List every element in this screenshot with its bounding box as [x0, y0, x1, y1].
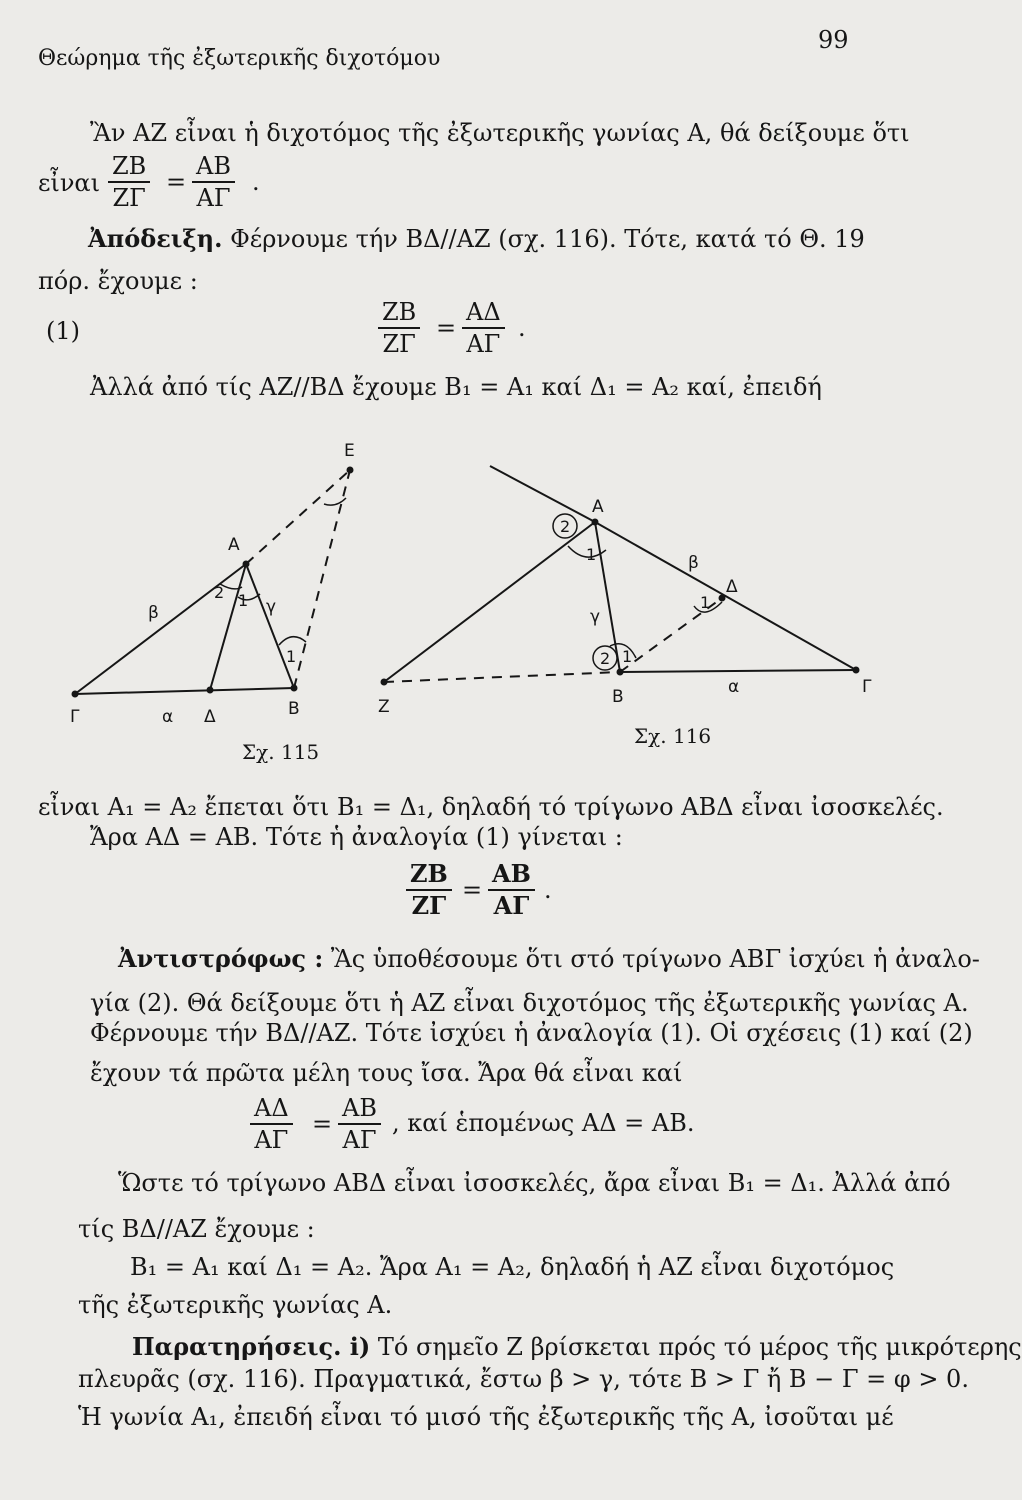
label-Delta: Δ [204, 707, 216, 727]
text-line: ἔχουν τά πρῶτα μέλη τους ἴσα. Ἄρα θά εἶναι καί [90, 1059, 683, 1087]
fraction-bar [338, 1123, 381, 1125]
fraction-numerator: ΖΒ [112, 152, 147, 180]
equals-sign: = [166, 168, 187, 196]
label-B: B [288, 699, 300, 719]
proof-label: Ἀπόδειξη. [88, 224, 223, 253]
text-line: Φέρνουμε τήν ΒΔ//ΑΖ. Τότε ἰσχύει ἡ ἀναλογία (1). Οἱ σχέσεις (1) καί (2) [90, 1019, 973, 1047]
fraction-ad-ag [462, 298, 505, 358]
period: . [518, 314, 526, 342]
fraction-bar [378, 327, 420, 329]
angle-label-2: 2 [560, 517, 571, 536]
text-line: Ὥστε τό τρίγωνο ΑΒΔ εἶναι ἰσοσκελές, ἄρα εἶναι Β₁ = Δ₁. Ἀλλά ἀπό [118, 1169, 951, 1197]
figure-115 [50, 432, 390, 732]
angle-label-1b: 1 [286, 647, 297, 666]
fraction-denominator: ΑΓ [342, 1126, 377, 1154]
converse-label: Ἀντιστρόφως : [118, 944, 324, 973]
fraction-numerator: ΑΔ [466, 298, 501, 326]
label-A: A [228, 535, 240, 555]
figure-115-caption: Σχ. 115 [242, 740, 320, 764]
fraction-bar [250, 1123, 293, 1125]
remarks-text: Τό σημεῖο Ζ βρίσκεται πρός τό μέρος τῆς μικρότερης [377, 1333, 1022, 1361]
period: . [252, 168, 260, 196]
angle-label-1b: 1 [622, 647, 633, 666]
text-line: πόρ. ἔχουμε : [38, 267, 198, 295]
angle-label-2: 2 [214, 583, 225, 602]
text-line: , καί ἑπομένως ΑΔ = ΑΒ. [392, 1109, 695, 1137]
label-alpha: α [162, 707, 174, 727]
text-line: εἶναι [38, 169, 101, 197]
angle-label-1: 1 [238, 591, 249, 610]
fraction-ab-ag [338, 1094, 381, 1154]
figure-116 [370, 450, 900, 740]
fraction-ad-ag [250, 1094, 293, 1154]
label-A: A [592, 497, 604, 517]
converse-text: Ἂς ὑποθέσουμε ὅτι στό τρίγωνο ΑΒΓ ἰσχύει ἡ ἀναλο- [330, 945, 980, 973]
period: . [544, 876, 552, 904]
fraction-denominator: ΖΓ [382, 330, 416, 358]
text-line: Ἡ γωνία Α₁, ἐπειδή εἶναι τό μισό τῆς ἐξωτερικῆς τῆς Α, ἰσοῦται μέ [78, 1403, 894, 1431]
text-line: γία (2). Θά δείξουμε ὅτι ἡ ΑΖ εἶναι διχοτόμος τῆς ἐξωτερικῆς γωνίας Α. [90, 989, 969, 1017]
label-Z: Z [378, 697, 390, 717]
fraction-denominator: ΖΓ [411, 891, 447, 920]
fraction-denominator: ΑΓ [493, 891, 530, 920]
fraction-numerator: ΖΒ [382, 298, 417, 326]
converse-line [118, 944, 980, 974]
angle-label-1d: 1 [700, 593, 711, 612]
proof-text: Φέρνουμε τήν ΒΔ//ΑΖ (σχ. 116). Τότε, κατά τό Θ. 19 [230, 225, 865, 253]
label-alpha: α [728, 677, 740, 697]
label-Gamma: Γ [70, 707, 80, 727]
text-line: τῆς ἐξωτερικῆς γωνίας Α. [78, 1291, 393, 1319]
remarks-line [132, 1332, 1022, 1362]
page-number: 99 [818, 26, 849, 54]
label-Delta: Δ [726, 577, 738, 597]
angle-label-1: 1 [586, 545, 597, 564]
theorem-statement: Ἂν ΑΖ εἶναι ἡ διχοτόμος τῆς ἐξωτερικῆς γωνίας Α, θά δείξουμε ὅτι [90, 119, 910, 147]
fraction-ab-ag [488, 860, 535, 920]
equals-sign: = [312, 1110, 333, 1138]
text-line: Ἀλλά ἀπό τίς ΑΖ//ΒΔ ἔχουμε Β₁ = Α₁ καί Δ₁ = Α₂ καί, ἐπειδή [90, 373, 822, 401]
angle-label-2b: 2 [600, 649, 611, 668]
label-beta: β [148, 603, 159, 623]
fraction-bar [462, 327, 505, 329]
fraction-zb-zg [108, 152, 150, 212]
text-line: εἶναι Α₁ = Α₂ ἔπεται ὅτι Β₁ = Δ₁, δηλαδή τό τρίγωνο ΑΒΔ εἶναι ἰσοσκελές. [38, 793, 944, 821]
equals-sign: = [462, 876, 483, 904]
label-gamma: γ [590, 607, 601, 627]
fraction-bar [108, 181, 150, 183]
fraction-denominator: ΖΓ [112, 184, 146, 212]
figure-116-caption: Σχ. 116 [634, 724, 712, 748]
label-E: E [344, 441, 355, 461]
label-beta: β [688, 553, 699, 573]
equation-label: (1) [46, 317, 80, 345]
fraction-numerator: ΖΒ [410, 859, 448, 888]
proof-line [88, 224, 865, 254]
fraction-bar [192, 181, 235, 183]
running-header: Θεώρημα τῆς ἐξωτερικῆς διχοτόμου [38, 46, 441, 71]
fraction-numerator: ΑΒ [196, 152, 231, 180]
fraction-numerator: ΑΔ [254, 1094, 289, 1122]
label-Gamma: Γ [862, 677, 872, 697]
fraction-ab-ag [192, 152, 235, 212]
fraction-numerator: ΑΒ [342, 1094, 377, 1122]
fraction-zb-zg [406, 860, 452, 920]
fraction-denominator: ΑΓ [254, 1126, 289, 1154]
fraction-zb-zg [378, 298, 420, 358]
text-line: Β₁ = Α₁ καί Δ₁ = Α₂. Ἄρα Α₁ = Α₂, δηλαδή ἡ ΑΖ εἶναι διχοτόμος [130, 1253, 895, 1281]
fraction-denominator: ΑΓ [466, 330, 501, 358]
label-gamma: γ [266, 597, 277, 617]
fraction-numerator: ΑΒ [492, 859, 531, 888]
equals-sign: = [436, 314, 457, 342]
fraction-denominator: ΑΓ [196, 184, 231, 212]
label-B: B [612, 687, 624, 707]
text-line: τίς ΒΔ//ΑΖ ἔχουμε : [78, 1215, 315, 1243]
text-line: πλευρᾶς (σχ. 116). Πραγματικά, ἔστω β > γ, τότε Β > Γ ἤ Β − Γ = φ > 0. [78, 1365, 969, 1393]
text-line: Ἄρα ΑΔ = ΑΒ. Τότε ἡ ἀναλογία (1) γίνεται : [90, 823, 623, 851]
remarks-label: Παρατηρήσεις. i) [132, 1332, 371, 1361]
